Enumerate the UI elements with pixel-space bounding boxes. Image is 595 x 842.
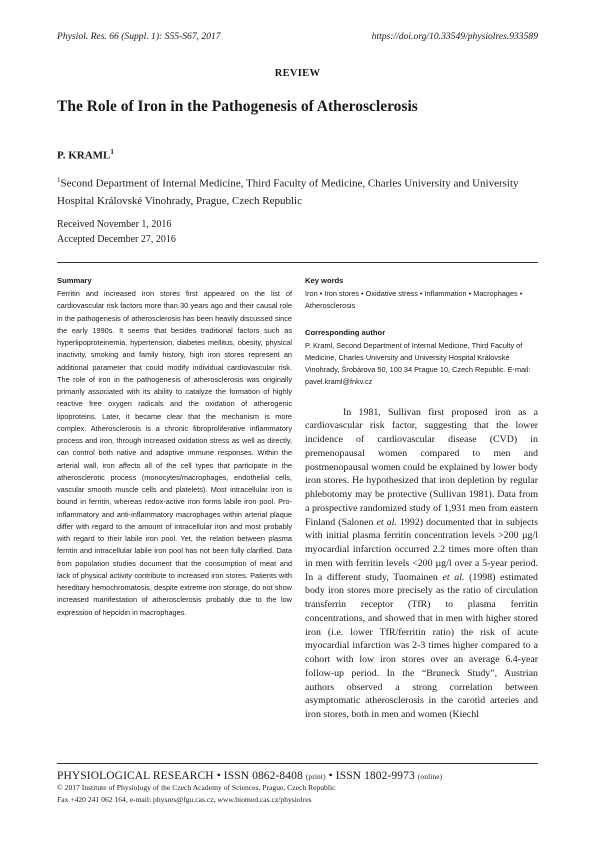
article-title: The Role of Iron in the Pathogenesis of Atherosclerosis: [57, 98, 418, 115]
accepted-date: Accepted December 27, 2016: [57, 233, 176, 245]
footer-contact[interactable]: Fax +420 241 062 164, e-mail: physres@fgu.cas.cz, www.biomed.cas.cz/physiolres: [57, 794, 312, 804]
summary-heading: Summary: [57, 276, 92, 285]
affiliation-text: Second Department of Internal Medicine, Third Faculty of Medicine, Charles University and University Hospital Královské Vinohrady, Prague, Czech Republic: [57, 177, 519, 207]
doi-link[interactable]: https://doi.org/10.33549/physiolres.933589: [371, 31, 538, 42]
corresponding-heading: Corresponding author: [305, 327, 386, 337]
author-line: [57, 148, 114, 162]
author-name: P. KRAML: [57, 149, 111, 162]
journal-citation: Physiol. Res. 66 (Suppl. 1): S55-S67, 2017: [57, 31, 221, 42]
top-divider: [57, 262, 538, 263]
corresponding-text: P. Kraml, Second Department of Internal Medicine, Third Faculty of Medicine, Charles University and University Hospital Královské Vinohrady, Šrobárova 50, 100 34 Prague 10, Czech Republic. E-mail: pavel.kraml@fnkv.cz: [305, 340, 531, 387]
summary-column: [57, 276, 292, 619]
journal-footer: [57, 770, 538, 805]
summary-text: Ferritin and increased iron stores first appeared on the list of cardiovascular risk factors more than 30 years ago and their causal role in the pathogenesis of atherosclerosis has been heavily discussed since the early 1990s. It seems that besides traditional factors such as hyperlipoproteinemia, hypertension, diabetes mellitus, obesity, physical inactivity, smoking and family history, high iron stores represent an additional parameter that could modify individual cardiovascular risk. The role of iron in the pathogenesis of atherosclerosis was originally primarily associated with its ability to catalyze the formation of highly reactive free oxygen radicals and the oxidation of atherogenic lipoproteins. Later, it became clear that the mechanism is more complex. Atherosclerosis is a chronic fibroproliferative inflammatory process and iron, through increased oxidation stress as well as directly, can control both native and adaptive immune responses. Within the arterial wall, iron affects all of the cell types that participate in the atherosclerotic process (monocytes/macrophages, endothelial cells, vascular smooth muscle cells and platelets). Most intracellular iron is bound in ferritin, whereas redox-active iron forms labile iron pool. Pro-inflammatory and anti-inflammatory macrophages within arterial plaque differ with regard to the amount of intracellular iron and most probably with regard to their labile iron pool. Yet, the relation between plasma ferritin and intracellular labile iron pool has not been fully clarified. Data from population studies document that the consumption of meat and lack of physical activity contribute to increased iron stores. Patients with hereditary hemochromatosis, despite extreme iron storage, do not show increased manifestation of atherosclerosis probably due to the low expression of hepcidin in macrophages.: [57, 289, 292, 617]
keywords-heading: Key words: [305, 276, 344, 285]
body-paragraph: In 1981, Sullivan first proposed iron as a cardiovascular risk factor, suggesting that the lower incidence of cardiovascular disease (CVD) in premenopausal women compared to men and postmenopausal women could be explained by lower body iron stores. He hypothesized that iron depletion by regular phlebotomy may be protective (Sullivan 1981). Data from a prospective randomized study of 1,931 men from eastern Finland (Salonen et al. 1992) documented that in subjects with initial plasma ferritin concentration levels >200 µg/l myocardial infarction occurred 2.2 times more often than in men with ferritin levels <200 µg/l over a 5-year period. In a different study, Tuomainen et al. (1998) estimated body iron stores more precisely as the ratio of circulation transferrin receptor (TfR) to plasma ferritin concentrations, and showed that in men with higher stored iron (i.e. lower TfR/ferritin ratio) the risk of acute myocardial infarction was 2-3 times higher compared to a cohort with low iron stores over an average 6.4-year follow-up period. In the “Bruneck Study”, Austrian authors observed a strong correlation between asymptomatic atherosclerosis in the carotid arteries and iron stores, both in men and women (Kiechl: [305, 406, 538, 720]
section-label: REVIEW: [274, 68, 321, 79]
affiliation: [57, 172, 527, 210]
article-dates: [57, 218, 176, 247]
keywords-text: Iron • Iron stores • Oxidative stress • Inflammation • Macrophages • Atherosclerosis: [305, 289, 523, 311]
footer-journal: PHYSIOLOGICAL RESEARCH • ISSN 0862-8408 (print) • ISSN 1802-9973 (online): [57, 770, 443, 782]
received-date: Received November 1, 2016: [57, 219, 172, 230]
right-column: [305, 276, 538, 732]
affiliation-marker: 1: [57, 176, 61, 184]
corresponding-block: [305, 328, 538, 389]
keywords-block: [305, 276, 538, 313]
footer-copyright: © 2017 Institute of Physiology of the Czech Academy of Sciences, Prague, Czech Republic: [57, 783, 336, 792]
author-affiliation-marker: 1: [110, 148, 114, 156]
bottom-divider: [57, 763, 538, 764]
